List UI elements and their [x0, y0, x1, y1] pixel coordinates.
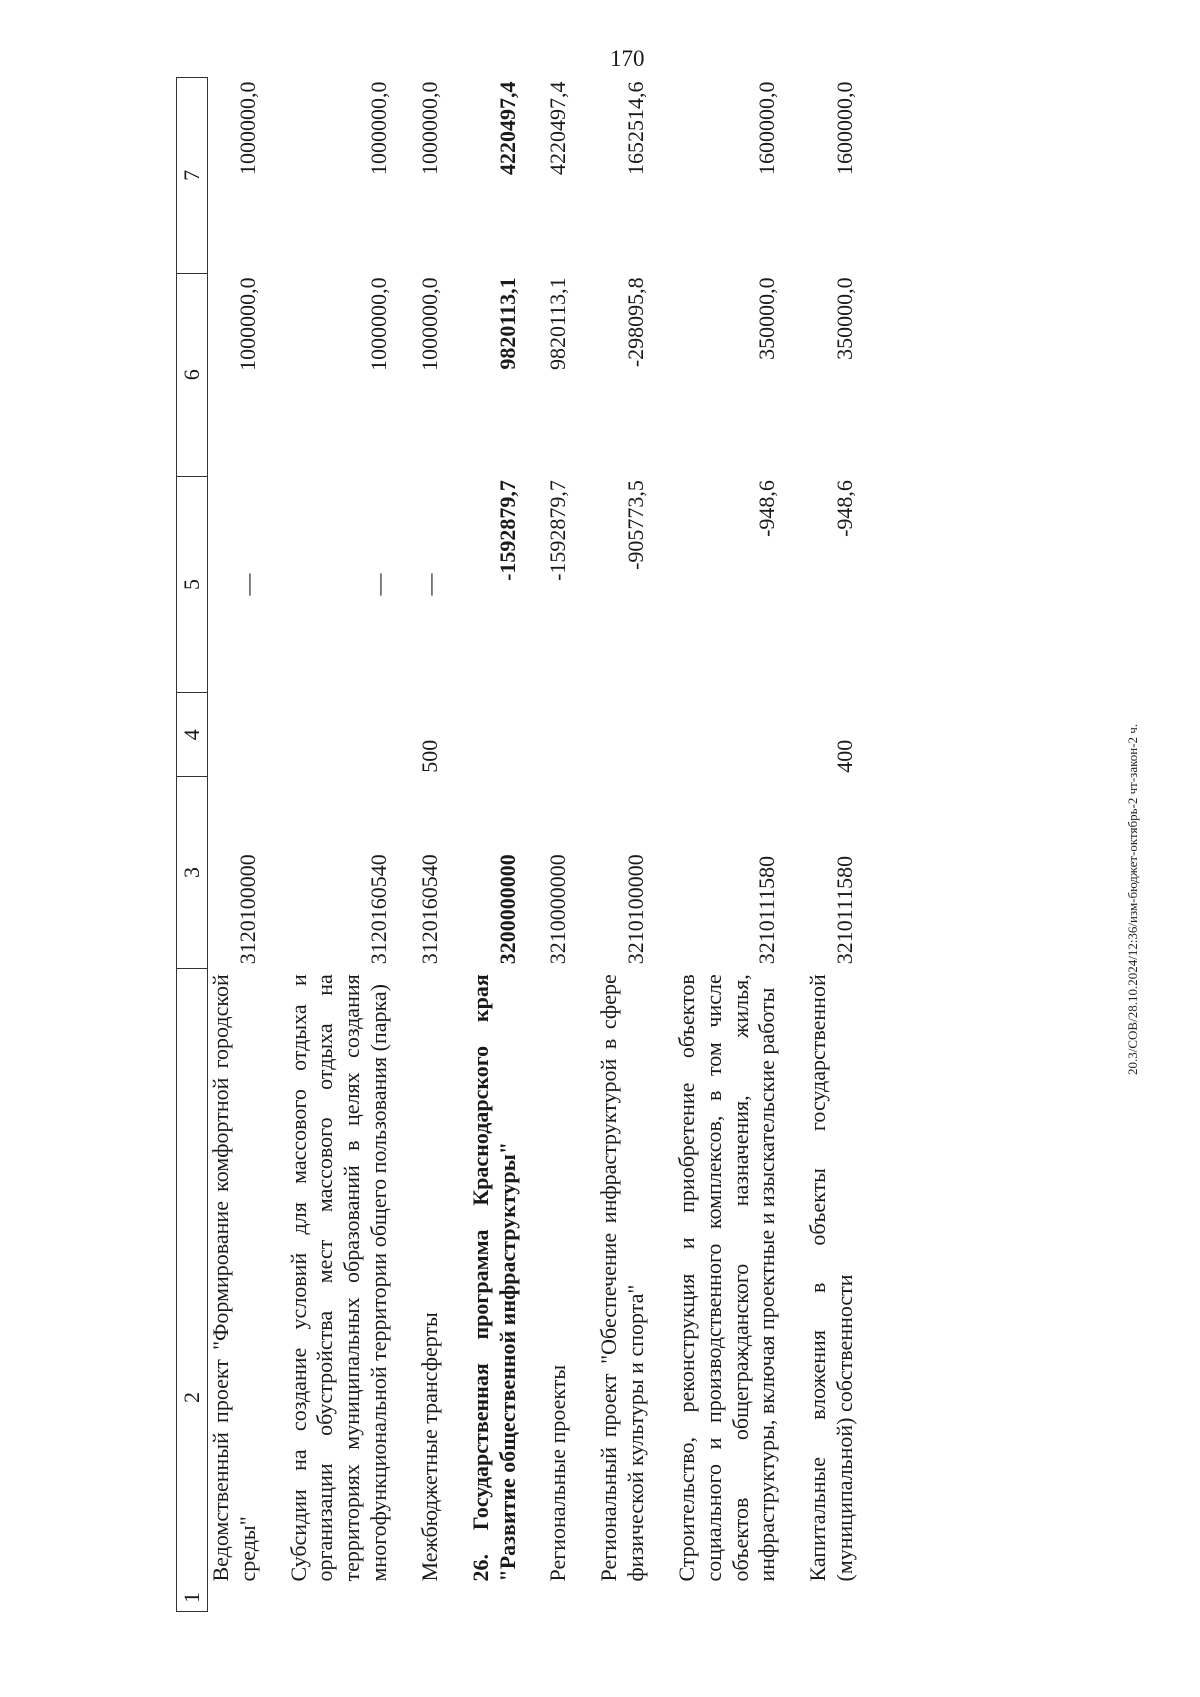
row-col5: —: [234, 573, 260, 596]
row-name: Региональные проекты: [545, 1364, 571, 1582]
row-name: 26. Государственная программа Краснодарского края "Развитие общественной инфраструктуры": [467, 974, 520, 1582]
row-col7: 1000000,0: [234, 81, 260, 175]
row-col6: 350000,0: [832, 277, 858, 360]
row-col5: —: [416, 573, 442, 596]
row-code: 3210111580: [754, 855, 780, 965]
row-col5: -948,6: [832, 480, 858, 537]
row-vr: [286, 693, 393, 777]
header-col-1: 1 2: [177, 968, 208, 1611]
row-col5: -1592879,7: [494, 480, 520, 581]
budget-table-block: [176, 77, 859, 1612]
row-col7: 1600000,0: [754, 81, 780, 175]
row-col5: —: [366, 573, 392, 596]
row-code: 3120100000: [234, 854, 260, 965]
row-col5: -905773,5: [623, 480, 649, 570]
header-col-6: 6: [177, 273, 208, 476]
header-col-4: 4: [177, 693, 208, 777]
table-row: [674, 78, 781, 1612]
row-col6: 9820113,1: [545, 277, 571, 371]
row-col6: 1000000,0: [234, 277, 260, 371]
row-vr: [545, 693, 572, 777]
header-col-7: 7: [177, 78, 208, 274]
row-col7: 4220497,4: [494, 81, 520, 175]
row-vr: 500: [416, 739, 442, 773]
row-name: Межбюджетные трансферты: [416, 1312, 442, 1582]
page-number: 170: [610, 46, 645, 71]
row-col7: 1000000,0: [416, 81, 442, 175]
row-col7: 1600000,0: [832, 81, 858, 175]
row-col6: 9820113,1: [494, 277, 520, 370]
table-row: [286, 78, 393, 1612]
table-row: [596, 78, 650, 1612]
row-col5: -948,6: [754, 480, 780, 537]
row-col7: 1000000,0: [366, 81, 392, 175]
row-code: 3200000000: [494, 854, 520, 965]
table-row-program: [468, 78, 522, 1612]
table-row: [545, 78, 572, 1612]
row-vr: [596, 693, 650, 777]
document-footer: 20.3/СОВ/28.10.2024/12:36/изм-бюджет-октябрь-2 чт-закон-2 ч.: [1125, 723, 1140, 1075]
row-col7: 1652514,6: [623, 81, 649, 175]
row-col5: -1592879,7: [545, 480, 571, 581]
row-col7: 4220497,4: [545, 81, 571, 175]
row-col6: 1000000,0: [416, 277, 442, 371]
row-vr: [674, 693, 781, 777]
budget-table: [176, 77, 859, 1612]
row-name: Ведомственный проект "Формирование комфортной городской среды": [208, 974, 260, 1582]
row-vr: 400: [832, 739, 858, 773]
table-row: [417, 78, 444, 1612]
row-vr: [468, 693, 522, 777]
row-name: Региональный проект "Обеспечение инфраструктурой в сфере физической культуры и спорта": [596, 974, 649, 1582]
row-name: Строительство, реконструкция и приобретение объектов социального и производственного комплексов, в том числе объектов общегражданского назначения, жилья, инфраструктуры, включая проектные и изыскательские работы: [673, 974, 780, 1582]
header-col-5: 5: [177, 476, 208, 693]
row-col6: -298095,8: [623, 277, 649, 368]
row-code: 3210000000: [545, 854, 571, 965]
row-code: 3120160540: [366, 854, 392, 965]
row-vr: [208, 693, 262, 777]
header-col-3: 3: [177, 777, 208, 969]
row-name: Капитальные вложения в объекты государственной (муниципальной) собственности: [805, 974, 858, 1582]
table-row: [208, 78, 262, 1612]
row-code: 3210100000: [623, 854, 649, 965]
row-col6: 1000000,0: [366, 277, 392, 371]
row-code: 3120160540: [416, 854, 442, 965]
table-row: [805, 78, 859, 1612]
table-header: [177, 78, 208, 1612]
row-code: 3210111580: [832, 855, 858, 965]
row-col6: 350000,0: [754, 277, 780, 360]
row-name: Субсидии на создание условий для массового отдыха и организации обустройства мест массового отдыха на территориях муниципальных образований в целях создания многофункциональной территории общего пользования (парка): [285, 974, 392, 1582]
